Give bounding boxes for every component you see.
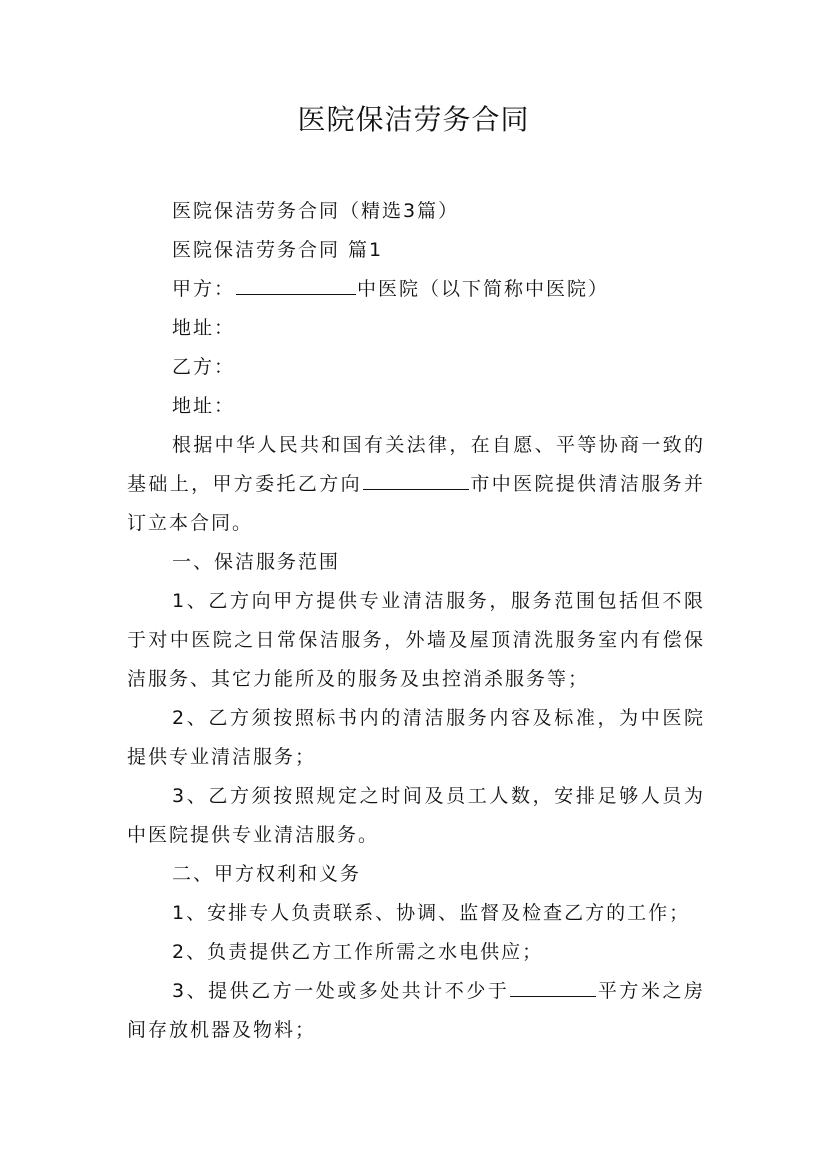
paragraph-section-heading: 医院保洁劳务合同 篇1 [172, 239, 384, 261]
rights-3-text-2: 平方米之房间存放机器及物料； [127, 980, 705, 1041]
paragraph-subtitle: 医院保洁劳务合同（精选3篇） [172, 200, 460, 222]
document-body [127, 192, 705, 1050]
rights-3-text-1: 3、提供乙方一处或多处共计不少于 [172, 980, 510, 1002]
paragraph-scope-3: 3、乙方须按照规定之时间及员工人数，安排足够人员为中医院提供专业清洁服务。 [127, 785, 705, 846]
paragraph-heading-party-a-rights: 二、甲方权利和义务 [172, 863, 362, 885]
paragraph-address-a: 地址： [172, 317, 236, 339]
paragraph-scope-1: 1、乙方向甲方提供专业清洁服务，服务范围包括但不限于对中医院之日常保洁服务，外墙及屋顶清洗服务室内有偿保洁服务、其它力能所及的服务及虫控消杀服务等； [127, 590, 705, 690]
paragraph-party-a [127, 270, 705, 309]
document-title: 医院保洁劳务合同 [297, 103, 530, 136]
party-a-suffix: 中医院（以下简称中医院） [357, 278, 610, 300]
paragraph-heading-scope: 一、保洁服务范围 [172, 551, 341, 573]
area-blank [510, 974, 596, 997]
preamble-text-2: 市中医院提供清洁服务并订立本合同。 [127, 473, 705, 534]
paragraph-rights-3 [127, 972, 705, 1050]
party-a-blank [236, 272, 356, 295]
paragraph-rights-1: 1、安排专人负责联系、协调、监督及检查乙方的工作； [172, 902, 691, 924]
paragraph-rights-2: 2、负责提供乙方工作所需之水电供应； [172, 941, 544, 963]
city-blank [363, 467, 469, 490]
paragraph-party-b: 乙方： [172, 356, 236, 378]
preamble-text-1: 根据中华人民共和国有关法律，在自愿、平等协商一致的基础上，甲方委托乙方向 [127, 434, 705, 495]
paragraph-address-b: 地址： [172, 395, 236, 417]
party-a-label: 甲方： [172, 278, 236, 300]
paragraph-scope-2: 2、乙方须按照标书内的清洁服务内容及标准，为中医院提供专业清洁服务； [127, 707, 705, 768]
paragraph-preamble [127, 426, 705, 543]
